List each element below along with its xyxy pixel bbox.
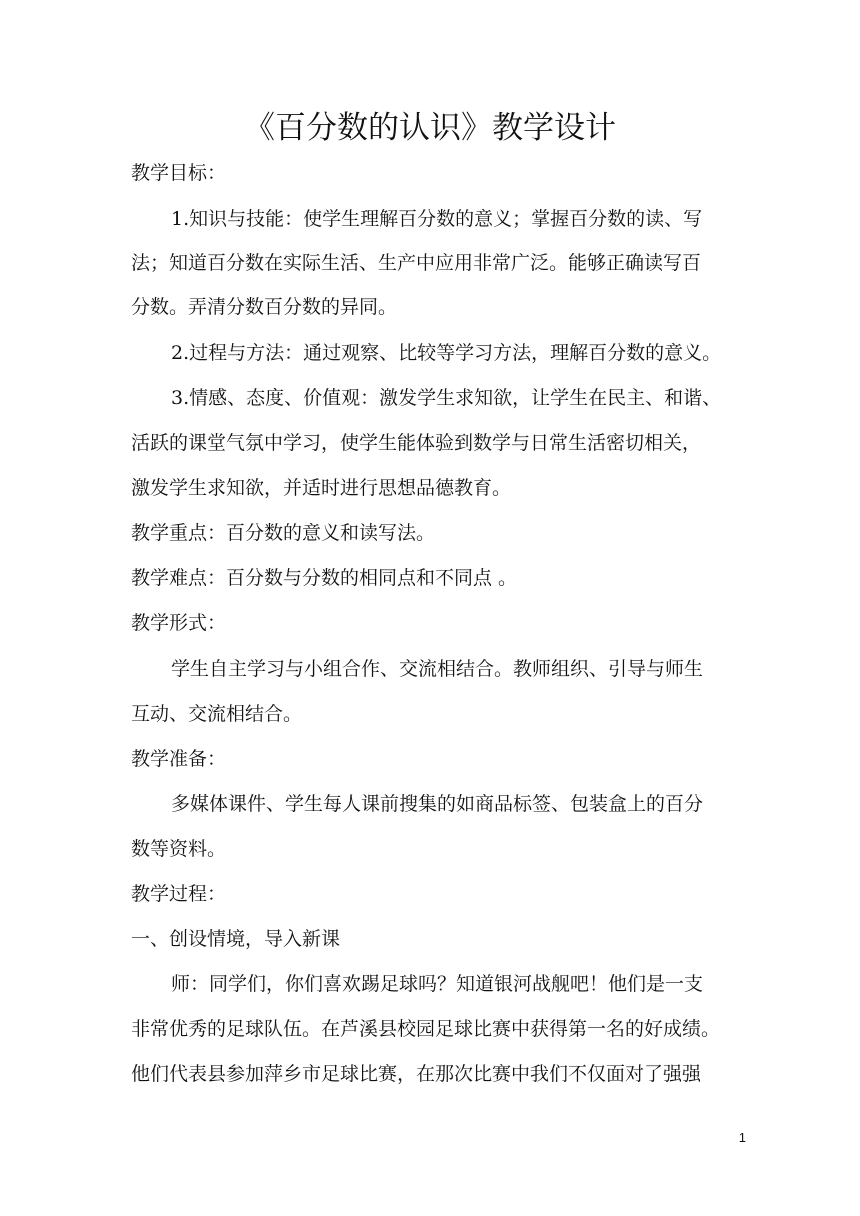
paragraph-line: 学生自主学习与小组合作、交流相结合。教师组织、引导与师生 (171, 658, 704, 680)
heading-teaching-goals: 教学目标： (131, 162, 227, 184)
page-number: 1 (738, 1130, 746, 1145)
paragraph-line: 互动、交流相结合。 (131, 703, 303, 725)
paragraph-line: 数等资料。 (131, 838, 227, 860)
heading-preparation: 教学准备： (131, 748, 227, 770)
paragraph-line: 3.情感、态度、价值观：激发学生求知欲，让学生在民主、和谐、 (171, 387, 722, 409)
paragraph-line: 激发学生求知欲，并适时进行思想品德教育。 (131, 477, 512, 499)
paragraph-line: 法；知道百分数在实际生活、生产中应用非常广泛。能够正确读写百 (131, 252, 702, 274)
heading-key-points: 教学重点：百分数的意义和读写法。 (131, 522, 436, 544)
paragraph-line: 多媒体课件、学生每人课前搜集的如商品标签、包装盒上的百分 (171, 793, 704, 815)
paragraph-line: 2.过程与方法：通过观察、比较等学习方法，理解百分数的意义。 (171, 342, 722, 364)
paragraph-line: 师：同学们，你们喜欢踢足球吗？知道银河战舰吧！他们是一支 (171, 973, 704, 995)
heading-teaching-form: 教学形式： (131, 612, 227, 634)
paragraph-line: 活跃的课堂气氛中学习，使学生能体验到数学与日常生活密切相关， (131, 432, 702, 454)
paragraph-line: 他们代表县参加萍乡市足球比赛，在那次比赛中我们不仅面对了强强 (131, 1063, 702, 1085)
paragraph-line: 1.知识与技能：使学生理解百分数的意义；掌握百分数的读、写 (171, 208, 703, 230)
section-heading: 一、创设情境，导入新课 (131, 928, 341, 950)
heading-difficulties: 教学难点：百分数与分数的相同点和不同点 。 (131, 567, 518, 589)
paragraph-line: 非常优秀的足球队伍。在芦溪县校园足球比赛中获得第一名的好成绩。 (131, 1018, 721, 1040)
heading-process: 教学过程： (131, 883, 227, 905)
paragraph-line: 分数。弄清分数百分数的异同。 (131, 296, 398, 318)
document-title: 《百分数的认识》教学设计 (244, 110, 616, 146)
